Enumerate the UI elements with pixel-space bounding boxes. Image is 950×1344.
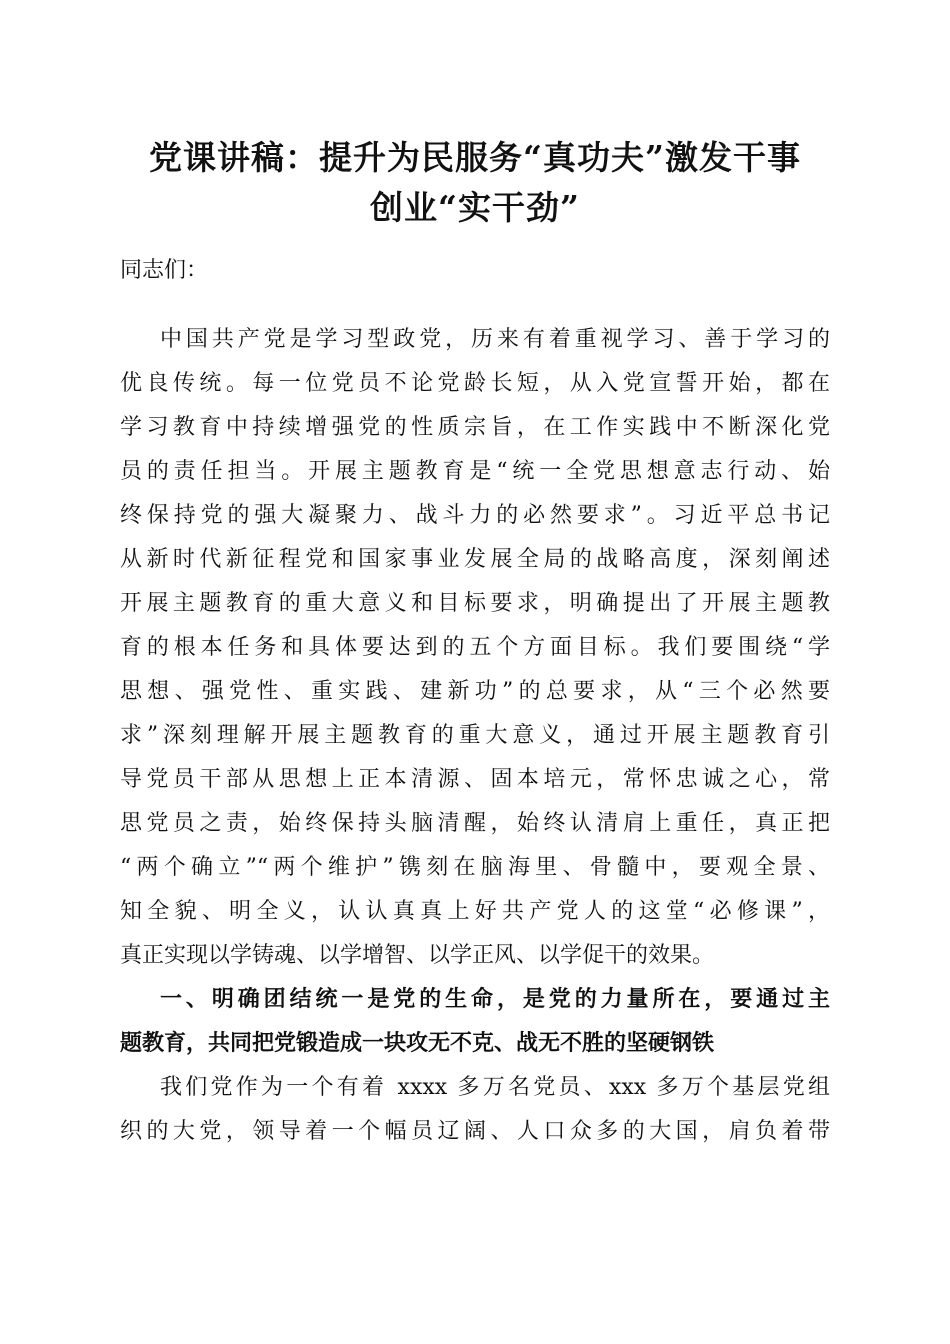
paragraph-1-line: 导党员干部从思想上正本清源、固本培元，常怀忠诚之心，常 xyxy=(120,767,830,792)
paragraph-1-line: 优良传统。每一位党员不论党龄长短，从入党宣誓开始，都在 xyxy=(120,371,830,396)
paragraph-1-line: 求”深刻理解开展主题教育的重大意义，通过开展主题教育引 xyxy=(120,723,830,748)
paragraph-1-line: 思想、强党性、重实践、建新功”的总要求，从“三个必然要 xyxy=(120,679,830,704)
paragraph-1-line: 中国共产党是学习型政党，历来有着重视学习、善于学习的 xyxy=(160,327,830,352)
paragraph-1-line: “两个确立”“两个维护”镌刻在脑海里、骨髓中，要观全景、 xyxy=(120,855,830,880)
section-heading-line: 一、明确团结统一是党的生命，是党的力量所在，要通过主 xyxy=(160,987,830,1012)
paragraph-1-line: 开展主题教育的重大意义和目标要求，明确提出了开展主题教 xyxy=(120,591,830,616)
paragraph-1-line: 终保持党的强大凝聚力、战斗力的必然要求”。习近平总书记 xyxy=(120,503,830,528)
paragraph-1-line: 知全貌、明全义，认认真真上好共产党人的这堂“必修课”， xyxy=(120,899,830,924)
paragraph-2-line: 我们党作为一个有着 xxxx 多万名党员、xxx 多万个基层党组 xyxy=(160,1075,830,1100)
paragraph-1-line: 育的根本任务和具体要达到的五个方面目标。我们要围绕“学 xyxy=(120,635,830,660)
paragraph-1-line: 学习教育中持续增强党的性质宗旨，在工作实践中不断深化党 xyxy=(120,415,830,440)
section-heading-line: 题教育，共同把党锻造成一块攻无不克、战无不胜的坚硬钢铁 xyxy=(120,1031,715,1056)
paragraph-2-line: 织的大党，领导着一个幅员辽阔、人口众多的大国，肩负着带 xyxy=(120,1119,830,1144)
paragraph-1-line: 从新时代新征程党和国家事业发展全局的战略高度，深刻阐述 xyxy=(120,547,830,572)
paragraph-1-line: 思党员之责，始终保持头脑清醒，始终认清肩上重任，真正把 xyxy=(120,811,830,836)
salutation: 同志们： xyxy=(120,258,209,283)
document-title-line-2: 创业“实干劲” xyxy=(370,188,580,227)
paragraph-1-line: 员的责任担当。开展主题教育是“统一全党思想意志行动、始 xyxy=(120,459,830,484)
document-title-line-1: 党课讲稿：提升为民服务“真功夫”激发干事 xyxy=(149,138,801,177)
paragraph-1-line: 真正实现以学铸魂、以学增智、以学正风、以学促干的效果。 xyxy=(120,943,715,968)
